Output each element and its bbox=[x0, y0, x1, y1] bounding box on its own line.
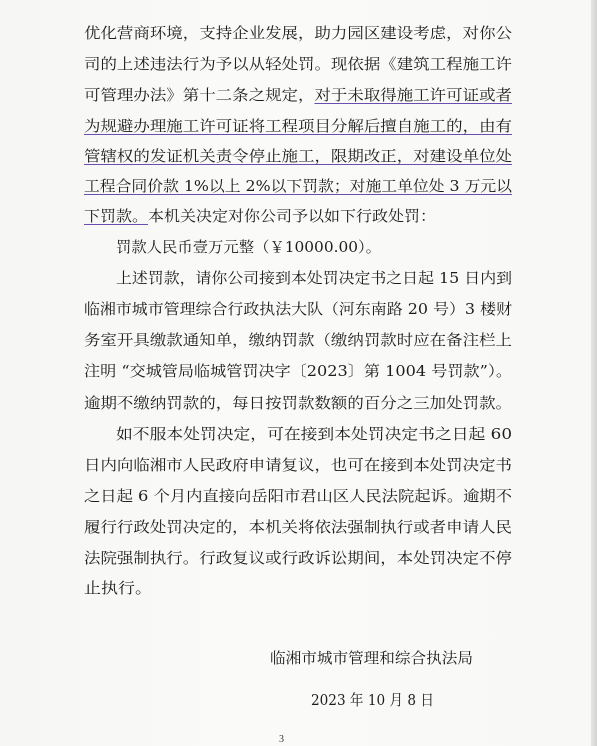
underlined-text-segment: 管辖权的发证机关责令停止施工，限期改正，对建设单位处 bbox=[84, 147, 512, 165]
text-line-content bbox=[84, 176, 512, 196]
text-line-content bbox=[84, 361, 512, 381]
text-segment: 如不服本处罚决定，可在接到本处罚决定书之日起 60 bbox=[116, 425, 512, 443]
text-line bbox=[84, 361, 512, 381]
text-line-content bbox=[84, 146, 512, 166]
text-line-content bbox=[84, 206, 436, 226]
text-line bbox=[311, 690, 447, 710]
text-line-content bbox=[311, 690, 434, 710]
text-line bbox=[270, 648, 473, 668]
text-segment: 日内向临湘市人民政府申请复议，也可在接到本处罚决定书 bbox=[84, 456, 512, 474]
text-line-content bbox=[84, 517, 512, 537]
text-segment: 逾期不缴纳罚款的，每日按罚款数额的百分之三加处罚款。 bbox=[84, 394, 512, 412]
text-line bbox=[84, 486, 512, 506]
text-segment: 罚款人民币壹万元整（￥10000.00）。 bbox=[116, 238, 382, 256]
page-number: 3 bbox=[279, 734, 284, 745]
text-line-content bbox=[270, 648, 473, 668]
text-line bbox=[116, 237, 382, 257]
text-line-content bbox=[116, 424, 512, 444]
text-line bbox=[84, 23, 512, 43]
text-segment: 上述罚款，请你公司接到本处罚决定书之日起 15 日内到 bbox=[116, 269, 512, 287]
text-line bbox=[84, 393, 512, 413]
text-line bbox=[84, 517, 512, 537]
text-segment: 止执行。 bbox=[84, 579, 152, 597]
text-line-content bbox=[84, 330, 512, 350]
text-segment: 注明 “交城管局临城管罚决字〔2023〕第 1004 号罚款”）。 bbox=[84, 362, 512, 380]
text-line bbox=[84, 54, 512, 74]
text-line bbox=[116, 268, 512, 288]
text-line-content bbox=[84, 116, 512, 136]
text-line-content bbox=[84, 54, 512, 74]
text-segment: 2023 年 10 月 8 日 bbox=[311, 691, 434, 709]
page-edge-shadow bbox=[591, 0, 597, 746]
text-line bbox=[84, 206, 436, 226]
text-line-content bbox=[116, 268, 512, 288]
text-segment: 司的上述违法行为予以从轻处罚。现依据《建筑工程施工许 bbox=[84, 55, 512, 73]
text-line-content bbox=[84, 578, 152, 598]
text-line-content bbox=[84, 23, 512, 43]
text-line bbox=[84, 548, 512, 568]
text-segment: 之日起 6 个月内直接向岳阳市君山区人民法院起诉。逾期不 bbox=[84, 487, 512, 505]
underlined-text-segment: 对于未取得施工许可证或者 bbox=[314, 86, 512, 104]
text-line bbox=[84, 299, 512, 319]
text-line-content bbox=[84, 486, 512, 506]
text-line bbox=[84, 455, 512, 475]
text-line bbox=[84, 176, 512, 196]
text-line bbox=[84, 116, 512, 136]
text-segment: 法院强制执行。行政复议或行政诉讼期间，本处罚决定不停 bbox=[84, 549, 512, 567]
text-segment: 临湘市城市管理综合行政执法大队（河东南路 20 号）3 楼财 bbox=[84, 300, 512, 318]
text-line bbox=[116, 424, 512, 444]
text-line bbox=[84, 578, 152, 598]
text-line-content bbox=[84, 85, 512, 105]
text-line bbox=[84, 146, 512, 166]
underlined-text-segment: 工程合同价款 1%以上 2%以下罚款；对施工单位处 3 万元以 bbox=[84, 177, 512, 195]
underlined-text-segment: 为规避办理施工许可证将工程项目分解后擅自施工的，由有 bbox=[84, 117, 512, 135]
text-line-content bbox=[84, 455, 512, 475]
text-line bbox=[84, 85, 512, 105]
text-segment: 优化营商环境，支持企业发展，助力园区建设考虑，对你公 bbox=[84, 24, 512, 42]
text-line-content bbox=[84, 299, 512, 319]
text-segment: 务室开具缴款通知单，缴纳罚款（缴纳罚款时应在备注栏上 bbox=[84, 331, 512, 349]
underlined-text-segment: 下罚款。 bbox=[84, 207, 149, 225]
text-line bbox=[84, 330, 512, 350]
text-segment: 临湘市城市管理和综合执法局 bbox=[270, 649, 473, 667]
text-line-content bbox=[84, 548, 512, 568]
text-segment: 履行行政处罚决定的，本机关将依法强制执行或者申请人民 bbox=[84, 518, 512, 536]
text-line-content bbox=[84, 393, 512, 413]
text-line-content bbox=[116, 237, 381, 257]
text-segment: 可管理办法》第十二条之规定， bbox=[84, 86, 315, 104]
text-segment: 本机关决定对你公司予以如下行政处罚： bbox=[148, 207, 436, 225]
